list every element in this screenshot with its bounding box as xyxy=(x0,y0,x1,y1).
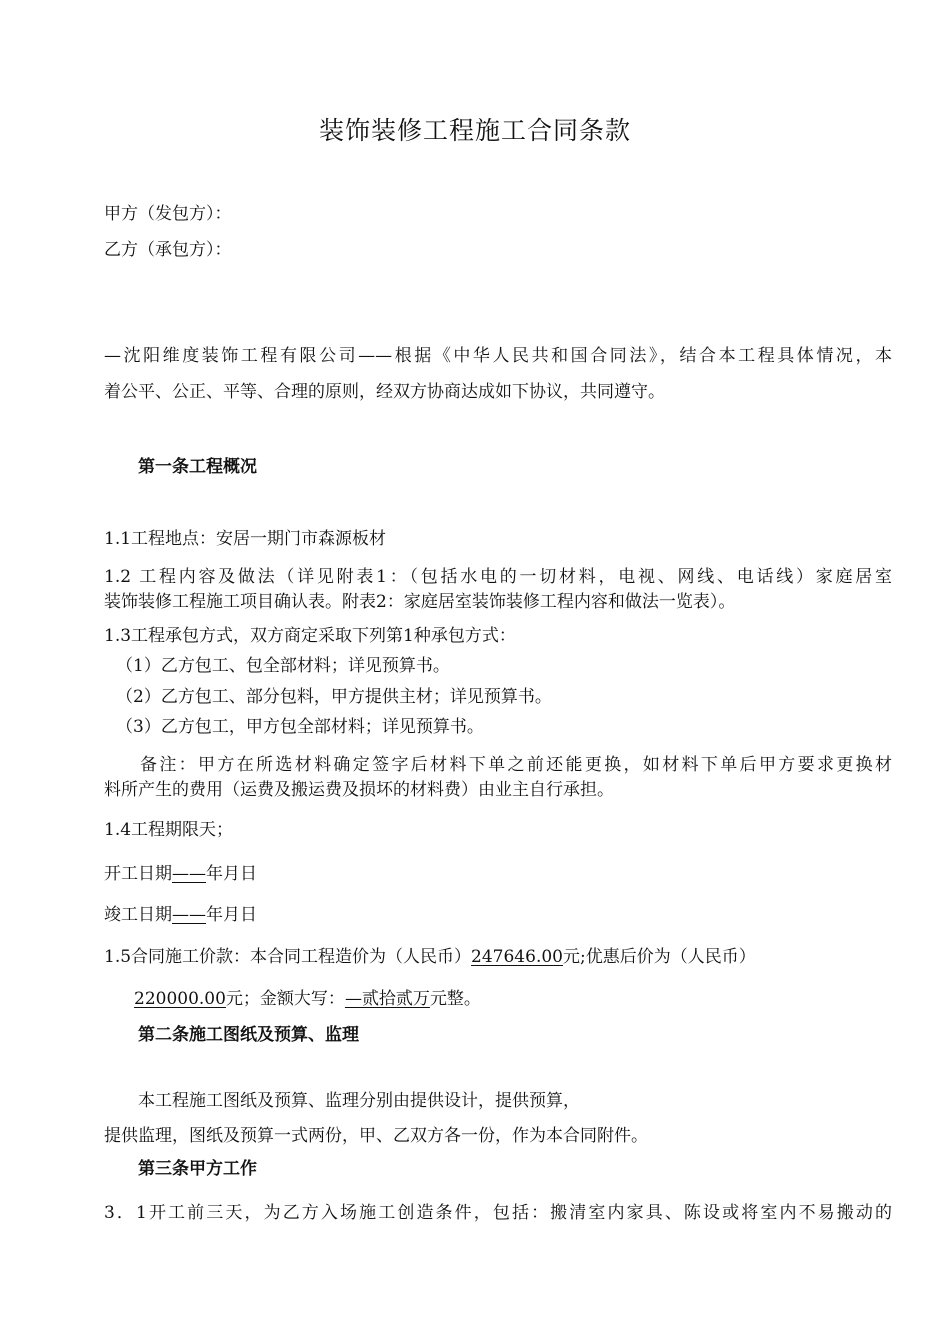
party-a-line: 甲方（发包方）： xyxy=(104,204,232,224)
item-1-3: 1.3工程承包方式，双方商定采取下列第1种承包方式： xyxy=(104,626,516,646)
note-line-1: 备注：甲方在所选材料确定签字后材料下单之前还能更换，如材料下单后甲方要求更换材 xyxy=(140,755,892,775)
amount-label: 元；金额大写： xyxy=(225,989,345,1009)
item-1-1: 1.1工程地点：安居一期门市森源板材 xyxy=(104,529,387,549)
price-mid: 元;优惠后价为（人民币） xyxy=(562,947,756,967)
item-1-4: 1.4工程期限天； xyxy=(104,820,234,840)
article-3-heading: 第三条甲方工作 xyxy=(138,1159,257,1179)
article-1-heading: 第一条工程概况 xyxy=(138,457,257,477)
start-date-blank: —— xyxy=(172,864,206,884)
article-2-line-2: 提供监理，图纸及预算一式两份，甲、乙双方各一份，作为本合同附件。 xyxy=(104,1126,648,1146)
item-1-2-line-1: 1.2 工程内容及做法（详见附表1：（包括水电的一切材料，电视、网线、电话线）家庭居室 xyxy=(104,567,892,587)
item-1-5-line-1 xyxy=(104,949,756,966)
contract-cost-value: 247646.00 xyxy=(471,947,563,967)
option-1: （1）乙方包工、包全部材料；详见预算书。 xyxy=(116,656,450,676)
option-3: （3）乙方包工，甲方包全部材料；详见预算书。 xyxy=(116,717,484,737)
item-1-2-line-2: 装饰装修工程施工项目确认表。附表2：家庭居室装饰装修工程内容和做法一览表）。 xyxy=(104,592,736,612)
document-title: 装饰装修工程施工合同条款 xyxy=(318,116,631,145)
end-date-line xyxy=(104,907,257,924)
party-b-line: 乙方（承包方）： xyxy=(104,240,232,260)
note-line-2: 料所产生的费用（运费及搬运费及损坏的材料费）由业主自行承担。 xyxy=(104,780,614,800)
discount-price-value: 220000.00 xyxy=(134,989,226,1009)
amount-in-words: —贰拾贰万 xyxy=(344,989,430,1009)
price-prefix: 1.5合同施工价款：本合同工程造价为（人民币） xyxy=(104,947,472,967)
amount-suffix: 元整。 xyxy=(429,989,481,1009)
item-1-5-line-2 xyxy=(134,991,481,1008)
end-date-blank: —— xyxy=(172,905,206,925)
start-date-label: 开工日期 xyxy=(104,864,172,884)
end-date-label: 竣工日期 xyxy=(104,905,172,925)
article-2-line-1: 本工程施工图纸及预算、监理分别由提供设计，提供预算， xyxy=(138,1091,580,1111)
end-date-suffix: 年月日 xyxy=(206,905,257,925)
item-3-1: 3．1开工前三天，为乙方入场施工创造条件，包括：搬清室内家具、陈设或将室内不易搬动的 xyxy=(104,1203,892,1223)
option-2: （2）乙方包工、部分包料，甲方提供主材；详见预算书。 xyxy=(116,687,552,707)
intro-line-2: 着公平、公正、平等、合理的原则，经双方协商达成如下协议，共同遵守。 xyxy=(104,382,665,402)
intro-line-1: —沈阳维度装饰工程有限公司——根据《中华人民共和国合同法》，结合本工程具体情况，本 xyxy=(104,346,892,366)
start-date-line xyxy=(104,866,257,883)
article-2-heading: 第二条施工图纸及预算、监理 xyxy=(138,1025,359,1045)
start-date-suffix: 年月日 xyxy=(206,864,257,884)
